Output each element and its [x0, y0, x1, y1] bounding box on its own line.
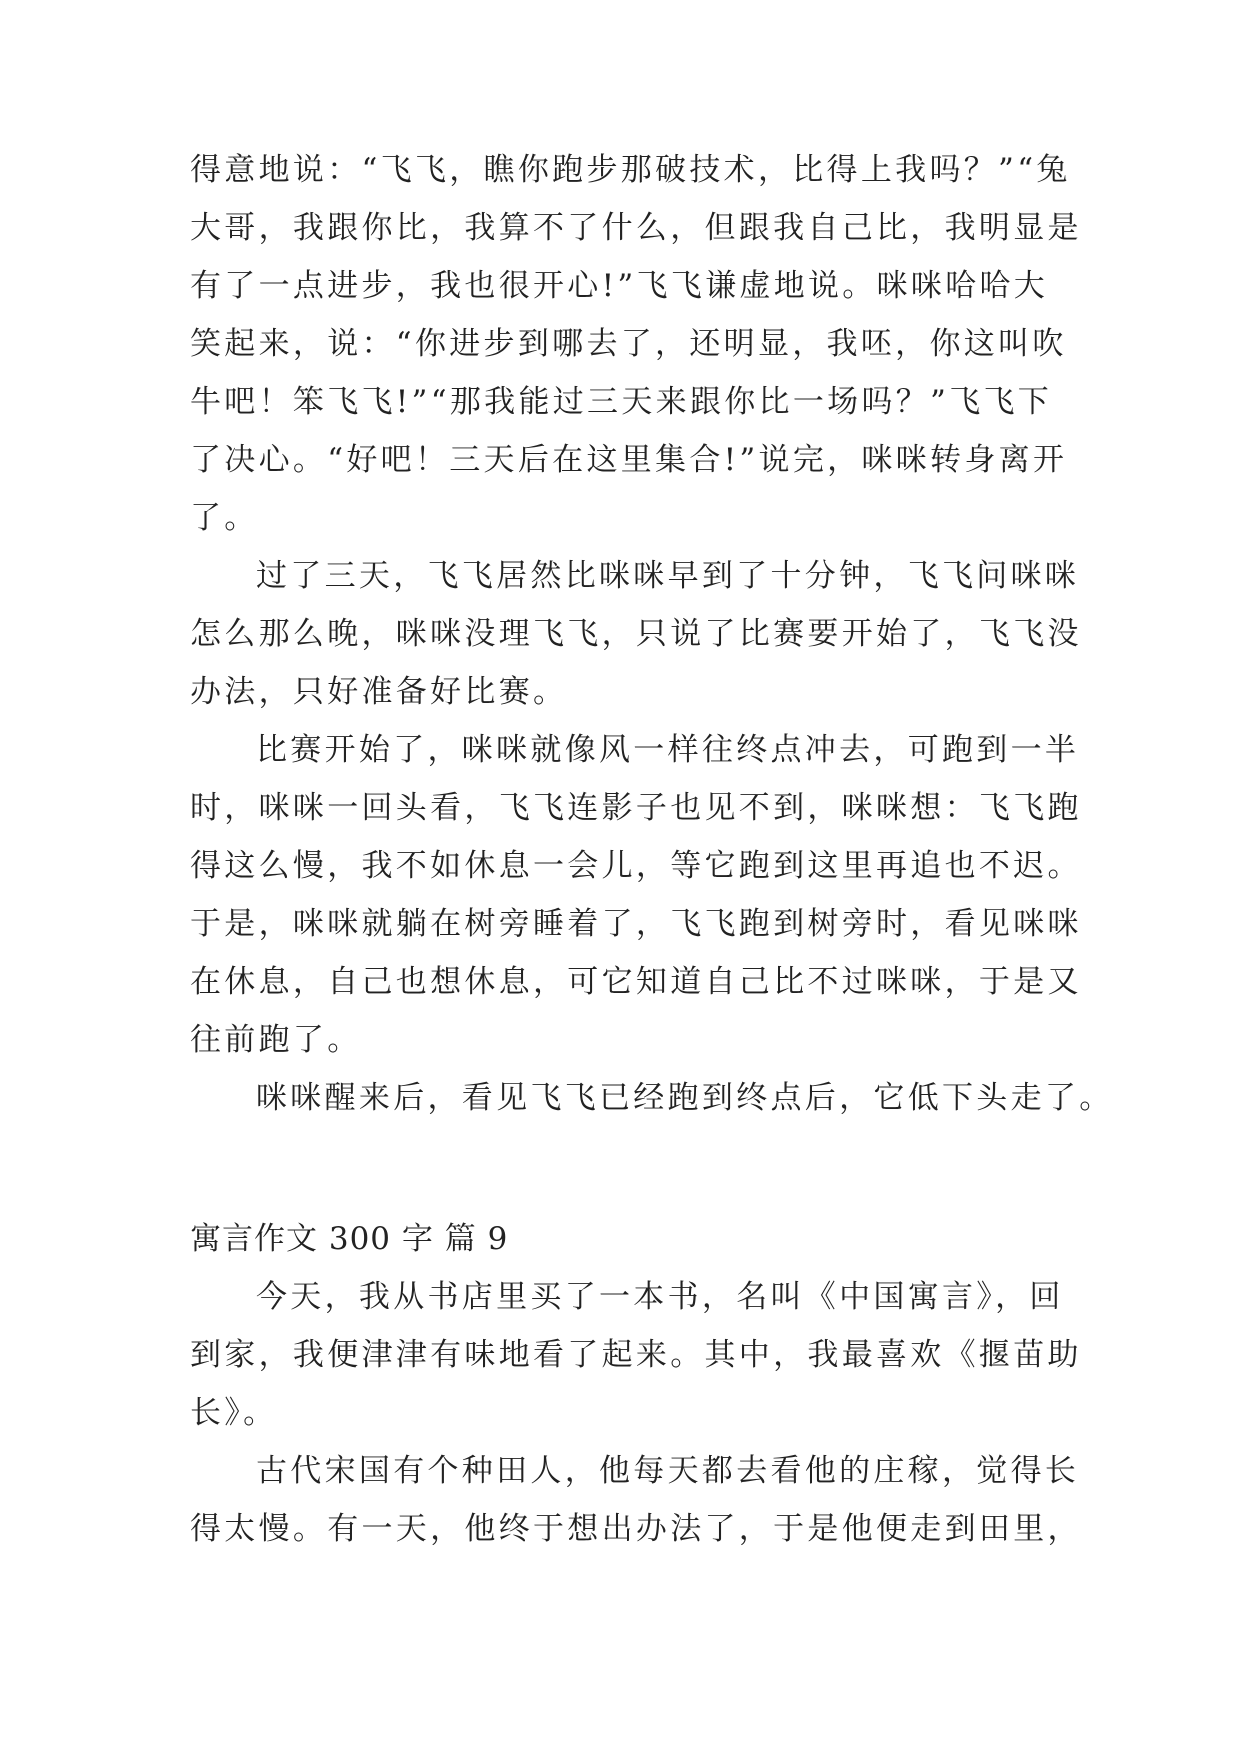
text-line: 有了一点进步，我也很开心!”飞飞谦虚地说。咪咪哈哈大 — [190, 268, 1049, 304]
text-line: 时，咪咪一回头看，飞飞连影子也见不到，咪咪想：飞飞跑 — [190, 790, 1082, 826]
text-line: 办法，只好准备好比赛。 — [190, 674, 568, 710]
text-line: 往前跑了。 — [190, 1022, 362, 1058]
text-line: 于是，咪咪就躺在树旁睡着了，飞飞跑到树旁时，看见咪咪 — [190, 906, 1082, 942]
text-line: 笑起来，说：“你进步到哪去了，还明显，我呸，你这叫吹 — [190, 326, 1067, 362]
text-line: 到家，我便津津有味地看了起来。其中，我最喜欢《揠苗助 — [190, 1337, 1082, 1373]
text-line: 在休息，自己也想休息，可它知道自己比不过咪咪，于是又 — [190, 964, 1082, 1000]
text-line: 古代宋国有个种田人，他每天都去看他的庄稼，觉得长 — [256, 1453, 1080, 1489]
text-line: 了。 — [190, 500, 259, 536]
text-line: 得这么慢，我不如休息一会儿，等它跑到这里再追也不迟。 — [190, 848, 1082, 884]
text-line: 长》。 — [190, 1395, 278, 1431]
text-line: 怎么那么晚，咪咪没理飞飞，只说了比赛要开始了，飞飞没 — [190, 616, 1082, 652]
text-line: 得太慢。有一天，他终于想出办法了，于是他便走到田里， — [190, 1511, 1082, 1547]
text-line: 咪咪醒来后，看见飞飞已经跑到终点后，它低下头走了。 — [256, 1080, 1114, 1116]
text-line: 牛吧！笨飞飞!”“那我能过三天来跟你比一场吗？”飞飞下 — [190, 384, 1053, 420]
text-line: 今天，我从书店里买了一本书，名叫《中国寓言》，回 — [256, 1279, 1064, 1315]
text-line: 过了三天，飞飞居然比咪咪早到了十分钟，飞飞问咪咪 — [256, 558, 1080, 594]
story-section-2 — [190, 1268, 1082, 1558]
section-heading: 寓言作文 300 字 篇 9 — [190, 1221, 509, 1257]
text-line: 比赛开始了，咪咪就像风一样往终点冲去，可跑到一半 — [256, 732, 1080, 768]
story-section-1 — [190, 141, 1114, 1127]
text-line: 了决心。“好吧！三天后在这里集合!”说完，咪咪转身离开 — [190, 442, 1068, 478]
text-line: 得意地说：“飞飞，瞧你跑步那破技术，比得上我吗？”“兔 — [190, 152, 1071, 188]
text-line: 大哥，我跟你比，我算不了什么，但跟我自己比，我明显是 — [190, 210, 1082, 246]
